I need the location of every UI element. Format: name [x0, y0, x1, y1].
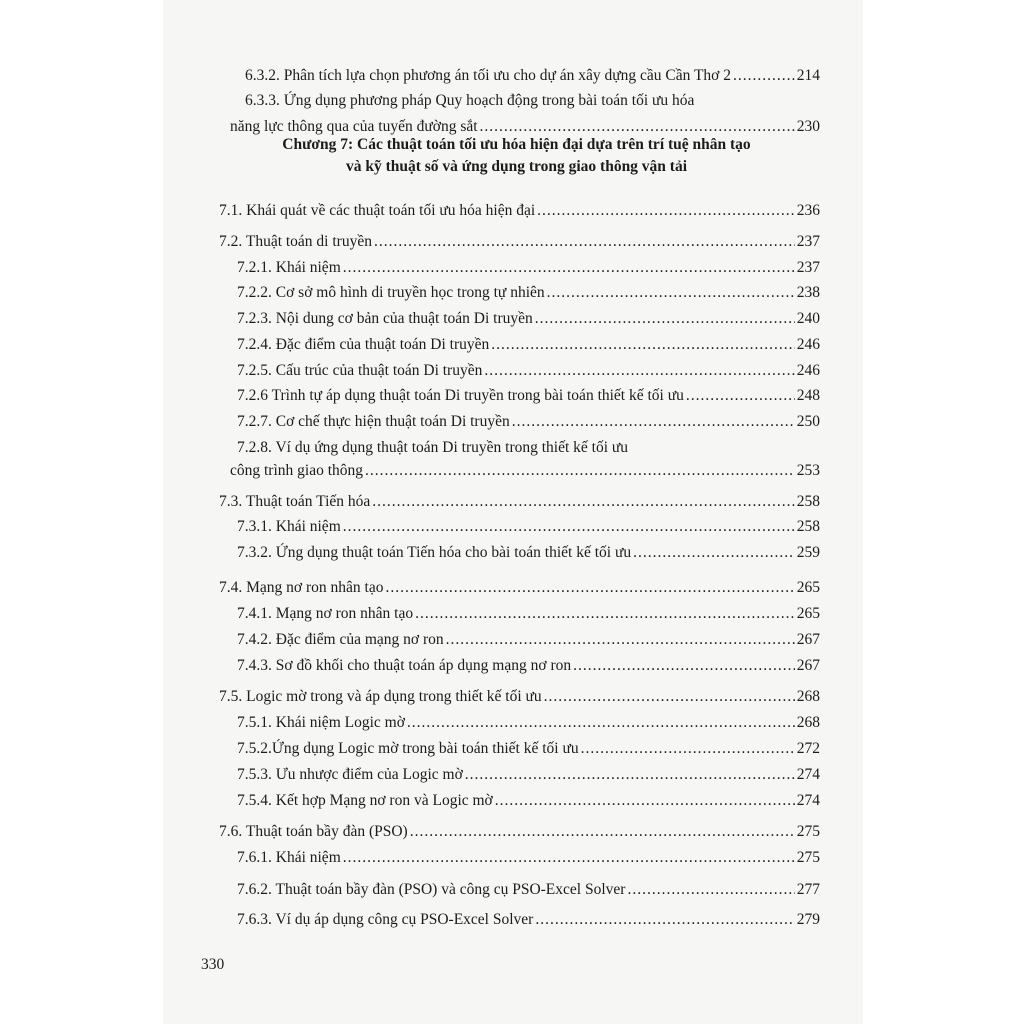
- toc-entry-title: 7.2. Thuật toán di truyền: [219, 233, 372, 250]
- dot-leader: [512, 412, 795, 432]
- dot-leader: [544, 687, 795, 707]
- dot-leader: [407, 713, 795, 733]
- toc-entry: [237, 258, 820, 278]
- toc-entry-title: 7.3.1. Khái niệm: [237, 518, 341, 535]
- toc-entry-page: 253: [796, 462, 820, 479]
- toc-entry-page: 265: [796, 605, 820, 622]
- chapter-heading: [219, 134, 814, 178]
- toc-entry-title: 7.5.3. Ưu nhược điểm của Logic mờ: [237, 766, 463, 783]
- toc-entry: [237, 309, 820, 329]
- toc-entry-title: 6.3.2. Phân tích lựa chọn phương án tối ưu cho dự án xây dựng cầu Cần Thơ 2: [245, 67, 732, 84]
- toc-entry-title: 7.2.8. Ví dụ ứng dụng thuật toán Di truyền trong thiết kế tối ưu: [237, 439, 629, 456]
- toc-entry-title: 7.2.5. Cấu trúc của thuật toán Di truyền: [237, 362, 483, 379]
- toc-entry-page: 230: [796, 118, 820, 135]
- toc-entry-title: 7.2.4. Đặc điểm của thuật toán Di truyền: [237, 336, 490, 353]
- toc-entry-continuation: năng lực thông qua của tuyến đường sắt: [230, 118, 478, 135]
- toc-entry-page: 268: [796, 714, 820, 731]
- dot-leader: [365, 461, 795, 481]
- dot-leader: [491, 335, 795, 355]
- dot-leader: [547, 283, 795, 303]
- toc-entry-page: 275: [796, 823, 820, 840]
- toc-entry-page: 250: [796, 413, 820, 430]
- toc-entry-continuation: công trình giao thông: [230, 462, 364, 479]
- toc-entry-page: 237: [796, 259, 820, 276]
- toc-entry-page: 267: [796, 631, 820, 648]
- dot-leader: [374, 232, 795, 252]
- toc-entry: [237, 386, 820, 406]
- dot-leader: [343, 517, 795, 537]
- toc-entry: [237, 604, 820, 624]
- toc-entry-title: 6.3.3. Ứng dụng phương pháp Quy hoạch động trong bài toán tối ưu hóa: [245, 92, 695, 109]
- toc-entry-page: 258: [796, 518, 820, 535]
- dot-leader: [372, 492, 794, 512]
- toc-entry-page: 246: [796, 336, 820, 353]
- dot-leader: [465, 765, 795, 785]
- toc-entry: [237, 656, 820, 676]
- toc-entry-page: 275: [796, 849, 820, 866]
- dot-leader: [343, 258, 795, 278]
- toc-entry: [237, 713, 820, 733]
- toc-entry-page: 277: [796, 881, 820, 898]
- dot-leader: [535, 309, 795, 329]
- toc-entry: [237, 543, 820, 563]
- toc-entry: [219, 232, 820, 252]
- toc-entry-title: 7.4.1. Mạng nơ ron nhân tạo: [237, 605, 414, 622]
- toc-entry-title: 7.2.2. Cơ sở mô hình di truyền học trong tự nhiên: [237, 284, 545, 301]
- toc-entry-title: 7.6.3. Ví dụ áp dụng công cụ PSO-Excel Solver: [237, 911, 534, 928]
- dot-leader: [410, 822, 795, 842]
- toc-entry-title: 7.4. Mạng nơ ron nhân tạo: [219, 579, 384, 596]
- toc-entry-title: 7.4.3. Sơ đồ khối cho thuật toán áp dụng mạng nơ ron: [237, 657, 572, 674]
- toc-entry-title: 7.3.2. Ứng dụng thuật toán Tiến hóa cho bài toán thiết kế tối ưu: [237, 544, 632, 561]
- dot-leader: [385, 578, 794, 598]
- toc-entry: [237, 361, 820, 381]
- toc-entry-page: 248: [796, 387, 820, 404]
- toc-entry-page: 265: [796, 579, 820, 596]
- toc-entry-page: 268: [796, 688, 820, 705]
- toc-entry-title: 7.2.7. Cơ chế thực hiện thuật toán Di truyền: [237, 413, 510, 430]
- toc-entry-title: 7.2.6 Trình tự áp dụng thuật toán Di truyền trong bài toán thiết kế tối ưu: [237, 387, 684, 404]
- dot-leader: [535, 910, 794, 930]
- toc-entry-page: 259: [796, 544, 820, 561]
- toc-entry-page: 279: [796, 911, 820, 928]
- dot-leader: [343, 848, 795, 868]
- toc-entry-page: 240: [796, 310, 820, 327]
- toc-entry: [219, 201, 820, 221]
- dot-leader: [484, 361, 794, 381]
- toc-entry: [237, 765, 820, 785]
- toc-entry-page: 274: [796, 766, 820, 783]
- toc-entry: [237, 880, 820, 900]
- toc-entry: [237, 412, 820, 432]
- toc-entry-title: 7.4.2. Đặc điểm của mạng nơ ron: [237, 631, 444, 648]
- toc-entry-title: 7.6. Thuật toán bầy đàn (PSO): [219, 823, 408, 840]
- toc-entry-title: 7.5.4. Kết hợp Mạng nơ ron và Logic mờ: [237, 792, 493, 809]
- toc-entry-title: 7.2.1. Khái niệm: [237, 259, 341, 276]
- toc-entry: [219, 822, 820, 842]
- toc-entry-title: 7.6.1. Khái niệm: [237, 849, 341, 866]
- page-number: 330: [201, 956, 225, 973]
- dot-leader: [627, 880, 794, 900]
- toc-entry: [219, 492, 820, 512]
- toc-entry: [237, 910, 820, 930]
- toc-entry: [230, 461, 820, 481]
- toc-entry-page: 258: [796, 493, 820, 510]
- toc-entry-title: 7.5.1. Khái niệm Logic mờ: [237, 714, 405, 731]
- toc-entry-title: 7.2.3. Nội dung cơ bản của thuật toán Di truyền: [237, 310, 533, 327]
- dot-leader: [537, 201, 795, 221]
- toc-entry-page: 214: [796, 67, 820, 84]
- toc-entry-title: 7.6.2. Thuật toán bầy đàn (PSO) và công cụ PSO-Excel Solver: [237, 881, 626, 898]
- toc-entry: [237, 630, 820, 650]
- chapter-heading-line: Chương 7: Các thuật toán tối ưu hóa hiện đại dựa trên trí tuệ nhân tạo: [282, 136, 751, 153]
- dot-leader: [446, 630, 795, 650]
- toc-entry: [237, 283, 820, 303]
- toc-entry-title: 7.1. Khái quát về các thuật toán tối ưu hóa hiện đại: [219, 202, 536, 219]
- dot-leader: [633, 543, 795, 563]
- chapter-heading-line: và kỹ thuật số và ứng dụng trong giao thông vận tải: [345, 158, 688, 175]
- toc-entry-page: 236: [796, 202, 820, 219]
- toc-entry: [237, 517, 820, 537]
- toc-entry-title: 7.5.2.Ứng dụng Logic mờ trong bài toán thiết kế tối ưu: [237, 740, 579, 757]
- toc-entry: [237, 739, 820, 759]
- dot-leader: [415, 604, 795, 624]
- toc-entry-title: 7.5. Logic mờ trong và áp dụng trong thiết kế tối ưu: [219, 688, 542, 705]
- toc-entry-page: 274: [796, 792, 820, 809]
- dot-leader: [686, 386, 795, 406]
- toc-entry: [219, 578, 820, 598]
- toc-entry: [237, 335, 820, 355]
- toc-entry-page: 246: [796, 362, 820, 379]
- dot-leader: [573, 656, 795, 676]
- toc-entry-page: 238: [796, 284, 820, 301]
- toc-entry: [237, 791, 820, 811]
- toc-entry-page: 267: [796, 657, 820, 674]
- dot-leader: [581, 739, 795, 759]
- toc-entry-page: 237: [796, 233, 820, 250]
- toc-entry: [219, 687, 820, 707]
- toc-entry-title: 7.3. Thuật toán Tiến hóa: [219, 493, 371, 510]
- dot-leader: [733, 66, 795, 86]
- toc-entry-page: 272: [796, 740, 820, 757]
- toc-entry: [237, 848, 820, 868]
- dot-leader: [495, 791, 795, 811]
- toc-entry: [245, 66, 820, 86]
